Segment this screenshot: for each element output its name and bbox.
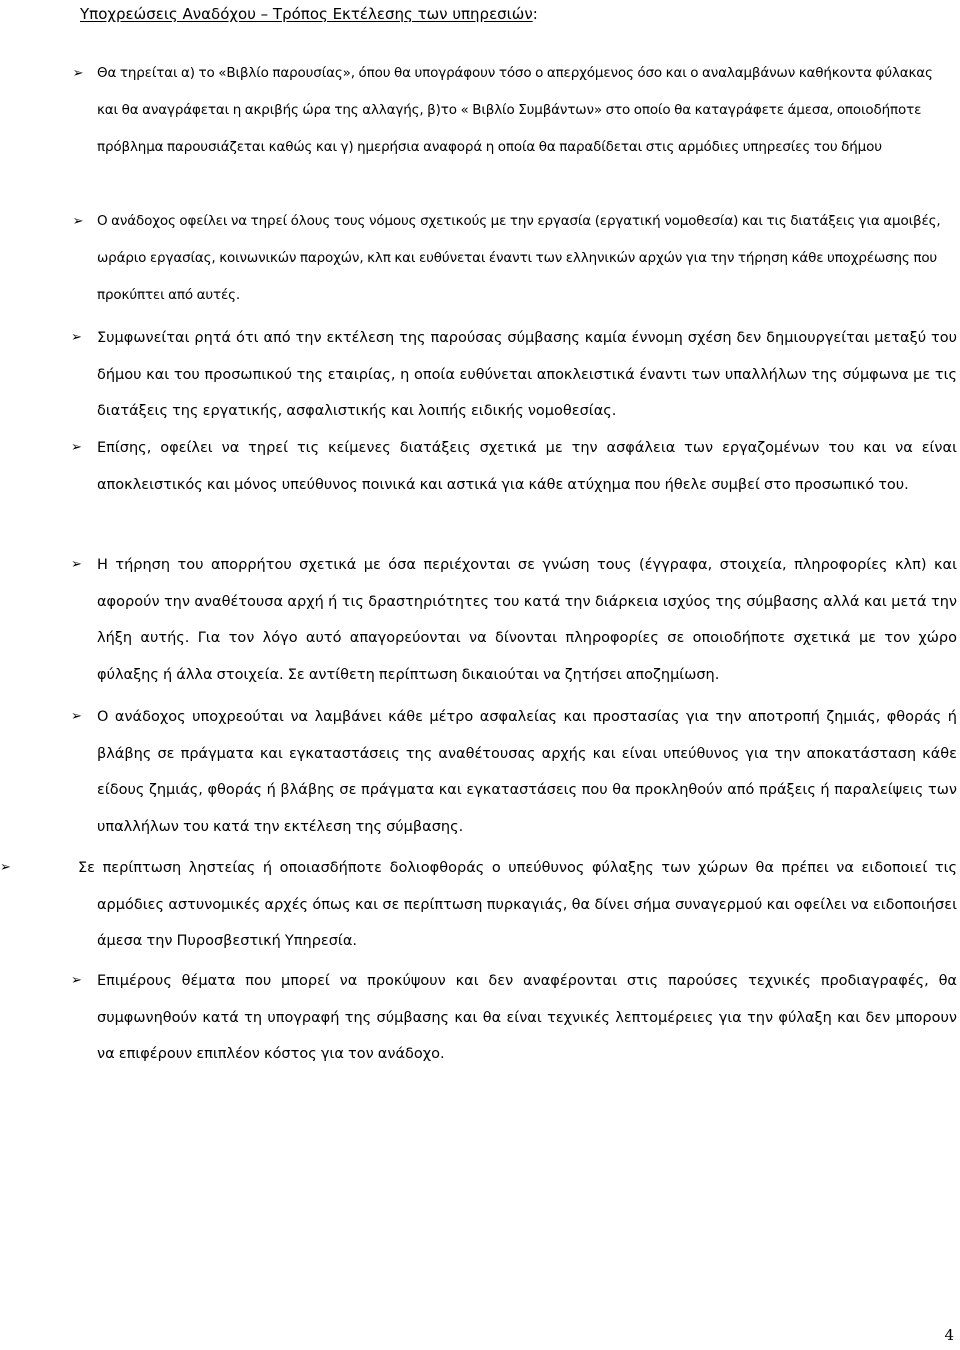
obligation-first-line: Σε περίπτωση ληστείας ή οποιασδήποτε δολιοφθοράς ο υπεύθυνος φύλαξης των χώρων θα πρέπει να xyxy=(78,860,854,876)
obligation-item-other-matters xyxy=(71,963,957,1073)
arrow-bullet-icon: ➢ xyxy=(72,214,84,229)
obligation-text: Επιμέρους θέματα που μπορεί να προκύψουν και δεν αναφέρονται στις παρούσες τεχνικές προδιαγραφές, θα συμφωνηθούν κατά τη υπογραφή της σύμβασης και θα είναι τεχνικές λεπτομέρειες για την φύλαξη και δεν μπορουν να επιφέρουν επιπλέον κόστος για τον ανάδοχο. xyxy=(97,973,957,1062)
page-number: 4 xyxy=(944,1326,954,1344)
arrow-bullet-icon: ➢ xyxy=(71,557,82,572)
obligation-text: Ο ανάδοχος οφείλει να τηρεί όλους τους νόμους σχετικούς με την εργασία (εργατική νομοθεσία) και τις διατάξεις για αμοιβές, ωράριο εργασίας, κοινωνικών παροχών, κλπ και ευθύνεται έναντι των ελληνικών αρχών για την τήρηση κάθε υποχρέωσης που προκύπτει από αυτές. xyxy=(97,213,941,303)
obligation-item-robbery-procedure xyxy=(0,850,958,960)
obligation-text: Η τήρηση του απορρήτου σχετικά με όσα περιέχονται σε γνώση τους (έγγραφα, στοιχεία, πληροφορίες κλπ) και αφορούν την αναθέτουσα αρχή ή τις δραστηριότητες του κατά την διάρκεια ισχύος της σύμβασης αλλά και μετά την λήξη αυτής. Για τον λόγο αυτό απαγορεύονται να δίνονται πληροφορίες σε οποιοδήποτε σχετικά με τον χώρο φύλαξης ή άλλα στοιχεία. Σε αντίθετη περίπτωση δικαιούται να ζητήσει αποζημίωση. xyxy=(97,557,957,683)
obligation-text: Ο ανάδοχος υποχρεούται να λαμβάνει κάθε μέτρο ασφαλείας και προστασίας για την αποτροπή ζημιάς, φθοράς ή βλάβης σε πράγματα και εγκαταστάσεις της αναθέτουσας αρχής και είναι υπεύθυνος για την αποκατάσταση κάθε είδους ζημιάς, φθοράς ή βλάβης σε πράγματα και εγκαταστάσεις που θα προκληθούν από πράξεις ή παραλείψεις των υπαλλήλων του κατά την εκτέλεση της σύμβασης. xyxy=(97,709,957,835)
arrow-bullet-icon: ➢ xyxy=(71,330,82,345)
obligation-item-no-legal-relation xyxy=(71,320,957,430)
arrow-bullet-icon: ➢ xyxy=(71,440,82,455)
arrow-bullet-icon: ➢ xyxy=(71,973,82,988)
obligation-item-labour-law xyxy=(72,203,957,314)
arrow-bullet-icon: ➢ xyxy=(72,66,84,81)
obligation-text: Θα τηρείται α) το «Βιβλίο παρουσίας», όπου θα υπογράφουν τόσο ο απερχόμενος όσο και ο αναλαμβάνων καθήκοντα φύλακας και θα αναγράφεται η ακριβής ώρα της αλλαγής, β)το « Βιβλίο Συμβάντων» στο οποίο θα καταγράφετε άμεσα, οποιοδήποτε πρόβλημα παρουσιάζεται καθώς και γ) ημερήσια αναφορά η οποία θα παραδίδεται στις αρμόδιες υπηρεσίες του δήμου xyxy=(97,65,933,155)
obligation-text: Συμφωνείται ρητά ότι από την εκτέλεση της παρούσας σύμβασης καμία έννομη σχέση δεν δημιουργείται μεταξύ του δήμου και του προσωπικού της εταιρίας, η οποία ευθύνεται αποκλειστικά έναντι των υπαλλήλων της σύμφωνα με τις διατάξεις της εργατικής, ασφαλιστικής και λοιπής ειδικής νομοθεσίας. xyxy=(97,330,957,419)
obligation-item-damage-prevention xyxy=(71,699,957,845)
arrow-bullet-icon: ➢ xyxy=(0,860,11,875)
obligation-item-attendance-books xyxy=(72,55,957,166)
section-heading xyxy=(80,4,538,24)
obligation-text: Επίσης, οφείλει να τηρεί τις κείμενες διατάξεις σχετικά με την ασφάλεια των εργαζομένων του και να είναι αποκλειστικός και μόνος υπεύθυνος ποινικά και αστικά για κάθε ατύχημα που ήθελε συμβεί στο προσωπικό του. xyxy=(97,440,957,493)
arrow-bullet-icon: ➢ xyxy=(71,709,82,724)
obligation-item-confidentiality xyxy=(71,547,957,693)
obligation-item-worker-safety xyxy=(71,430,957,503)
section-heading-text: Υποχρεώσεις Αναδόχου – Τρόπος Εκτέλεσης των υπηρεσιών xyxy=(80,5,533,23)
obligation-text: ειδοποιεί τις αρμόδιες αστυνομικές αρχές όπως και σε περίπτωση πυρκαγιάς, θα δίνει σήμα συναγερμού και οφείλει να ειδοποιήσει άμεσα την Πυροσβεστική Υπηρεσία. xyxy=(97,860,958,949)
section-heading-colon: : xyxy=(532,5,538,23)
